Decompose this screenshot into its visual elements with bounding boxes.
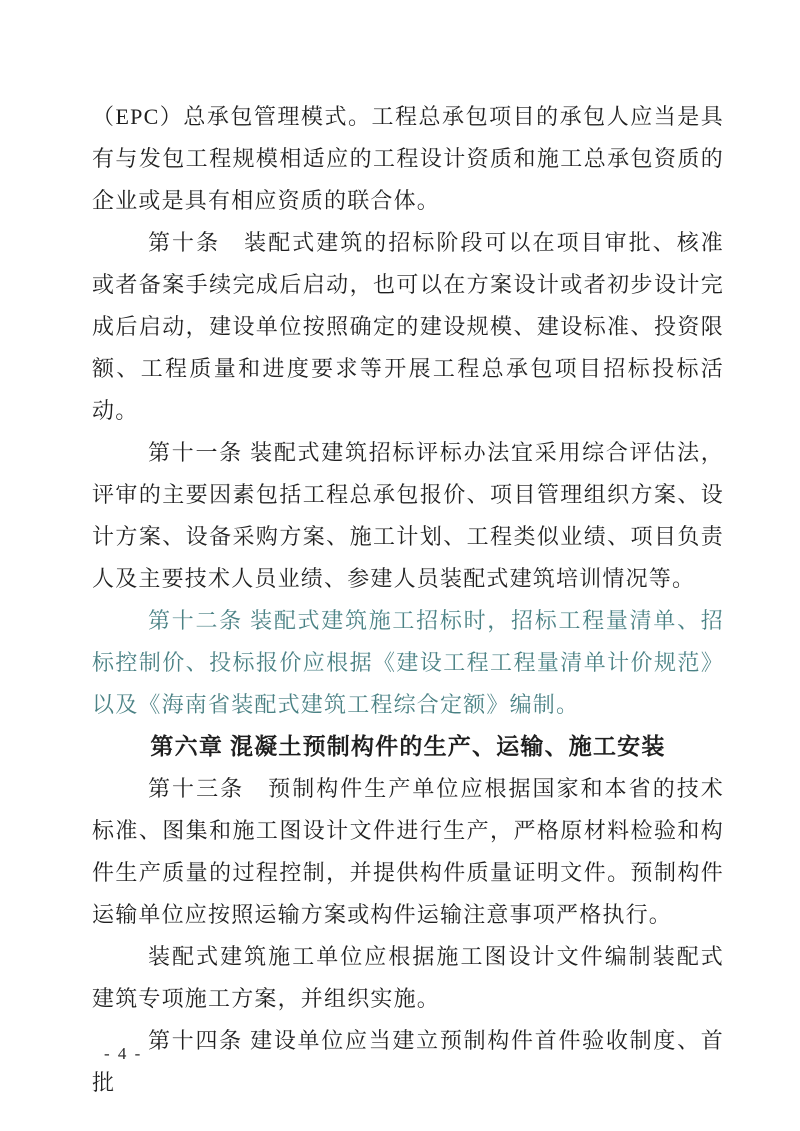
- paragraph-article-10: 第十条 装配式建筑的招标阶段可以在项目审批、核准或者备案手续完成后启动，也可以在方案设计或者初步设计完成后启动，建设单位按照确定的建设规模、建设标准、投资限额、工程质量和进度要求等开展工程总承包项目招标投标活动。: [92, 230, 724, 423]
- paragraph-article-14-partial: 第十四条 建设单位应当建立预制构件首件验收制度、首批: [92, 1028, 724, 1095]
- chapter-6-heading: 第六章 混凝土预制构件的生产、运输、施工安装: [150, 734, 666, 759]
- document-body: [92, 96, 724, 1104]
- paragraph-article-13-implementation: 装配式建筑施工单位应根据施工图设计文件编制装配式建筑专项施工方案，并组织实施。: [92, 944, 724, 1011]
- paragraph-epc-continuation: （EPC）总承包管理模式。工程总承包项目的承包人应当是具有与发包工程规模相适应的工程设计资质和施工总承包资质的企业或是具有相应资质的联合体。: [92, 104, 724, 213]
- page-number: - 4 -: [104, 1044, 143, 1063]
- paragraph-article-11: 第十一条 装配式建筑招标评标办法宜采用综合评估法，评审的主要因素包括工程总承包报价、项目管理组织方案、设计方案、设备采购方案、施工计划、工程类似业绩、项目负责人及主要技术人员业绩、参建人员装配式建筑培训情况等。: [92, 440, 724, 591]
- paragraph-article-12-highlighted: 第十二条 装配式建筑施工招标时，招标工程量清单、招标控制价、投标报价应根据《建设工程工程量清单计价规范》以及《海南省装配式建筑工程综合定额》编制。: [92, 608, 724, 717]
- paragraph-article-13: 第十三条 预制构件生产单位应根据国家和本省的技术标准、图集和施工图设计文件进行生产，严格原材料检验和构件生产质量的过程控制，并提供构件质量证明文件。预制构件运输单位应按照运输方案或构件运输注意事项严格执行。: [92, 776, 724, 927]
